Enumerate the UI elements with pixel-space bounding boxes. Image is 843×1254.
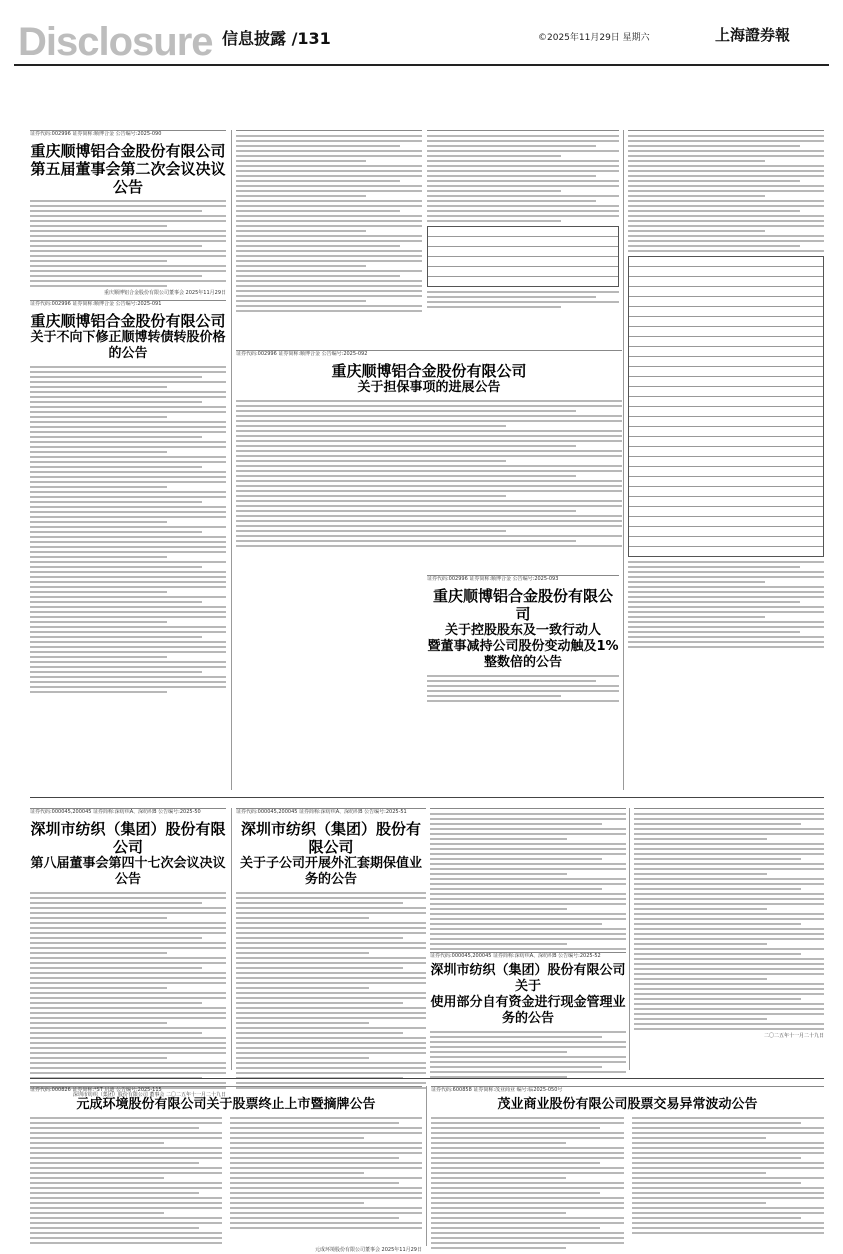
article-title: 重庆顺博铝合金股份有限公司: [30, 312, 226, 330]
article-body: [30, 892, 226, 1089]
band-rule: [30, 1078, 824, 1079]
column-rule: [426, 1086, 427, 1246]
article-shenfang-fx-hedging: [236, 808, 426, 1071]
article-body-2: [230, 1117, 422, 1247]
article-meta: 证券代码:600858 证券简称:茂业商业 编号:临2025-050号: [431, 1087, 563, 1093]
article-meta: 证券代码:002996 证券简称:顺博合金 公告编号:2025-092: [236, 351, 368, 357]
article-title: 深圳市纺织（集团）股份有限公司: [30, 820, 226, 856]
data-table: [628, 256, 824, 557]
article-yuancheng-delisting: [30, 1086, 422, 1253]
article-meta: 证券代码:002996 证券简称:顺博合金 公告编号:2025-093: [427, 576, 559, 582]
article-shunbo-convertible-price: [30, 300, 226, 791]
column-rule: [231, 130, 232, 790]
article-body-2: [632, 1117, 825, 1252]
column-rule: [231, 808, 232, 1070]
article-body-column: [634, 808, 824, 1071]
article-body: [30, 366, 226, 693]
masthead: [0, 0, 843, 68]
article-subtitle: 关于不向下修正顺博转债转股价格的公告: [30, 330, 226, 361]
newspaper-name: 上海證券報: [715, 26, 791, 44]
article-meta: 证券代码:000826 证券简称:*ST 启迪 公告编号:2025-115: [30, 1087, 162, 1093]
article-subtitle: 第八届董事会第四十七次会议决议公告: [30, 856, 226, 887]
article-signature: 元成环境股份有限公司董事会 2025年11月29日: [314, 1247, 422, 1253]
article-body: [430, 1031, 626, 1078]
article-body-column: [236, 130, 422, 331]
section-title: 信息披露 /131: [222, 29, 331, 48]
article-title: 元成环境股份有限公司关于股票终止上市暨摘牌公告: [76, 1097, 376, 1112]
article-body-column: [628, 130, 824, 791]
article-body: [30, 1117, 222, 1247]
article-signature: 二〇二五年十一月二十九日: [763, 1033, 824, 1039]
article-meta: 证券代码:002996 证券简称:顺博合金 公告编号:2025-090: [30, 131, 162, 137]
article-title: 深圳市纺织（集团）股份有限公司关于: [430, 963, 626, 994]
column-rule: [623, 130, 624, 790]
article-meta: 证券代码:000045,200045 证券简称:深纺织A、深纺织B 公告编号:2025-50: [30, 809, 201, 815]
article-meta: 证券代码:000045,200045 证券简称:深纺织A、深纺织B 公告编号:2025-51: [236, 809, 407, 815]
article-body-column: [427, 130, 619, 331]
article-body: [30, 200, 226, 287]
article-signature: 重庆顺博铝合金股份有限公司董事会 2025年11月29日: [103, 290, 226, 296]
article-subtitle: 关于子公司开展外汇套期保值业务的公告: [239, 856, 422, 887]
header-rule: [14, 64, 829, 66]
article-meta: 证券代码:000045,200045 证券简称:深纺织A、深纺织B 公告编号:2025-52: [430, 953, 601, 959]
article-title: 深圳市纺织（集团）股份有限公司: [240, 820, 421, 856]
article-body-column: [430, 808, 626, 949]
article-shunbo-guarantee: [236, 350, 622, 571]
article-body: [431, 1117, 624, 1252]
issue-date: ©2025年11月29日 星期六: [538, 33, 650, 43]
brand-logo: Disclosure: [18, 20, 213, 64]
article-maoye-abnormal-trading: [431, 1086, 824, 1247]
column-rule: [629, 808, 630, 1070]
article-body: [236, 892, 426, 1089]
article-subtitle-3: 整数倍的公告: [483, 655, 562, 670]
article-subtitle: 关于控股股东及一致行动人: [444, 623, 601, 638]
article-title: 重庆顺博铝合金股份有限公司: [432, 587, 613, 623]
article-body: [236, 400, 622, 547]
article-shunbo-shareholder-reduction: [427, 575, 619, 791]
article-body: [427, 675, 619, 702]
article-subtitle: 第五届董事会第二次会议决议公告: [30, 160, 226, 196]
article-title: 重庆顺博铝合金股份有限公司: [331, 362, 527, 380]
article-subtitle: 使用部分自有资金进行现金管理业务的公告: [430, 995, 626, 1026]
article-signature: 深圳市纺织（集团）股份有限公司 董事会 二〇二五年十一月二十九日: [72, 1092, 226, 1098]
article-shenfang-cash-management: [430, 952, 626, 1071]
article-subtitle-2: 暨董事减持公司股份变动触及1%: [427, 639, 619, 654]
article-title: 茂业商业股份有限公司股票交易异常波动公告: [497, 1097, 758, 1112]
article-shunbo-board-resolution: [30, 130, 226, 296]
article-subtitle: 关于担保事项的进展公告: [357, 380, 501, 395]
article-title: 重庆顺博铝合金股份有限公司: [30, 142, 226, 160]
band-rule: [30, 797, 824, 798]
article-meta: 证券代码:002996 证券简称:顺博合金 公告编号:2025-091: [30, 301, 162, 307]
data-table: [427, 226, 619, 287]
